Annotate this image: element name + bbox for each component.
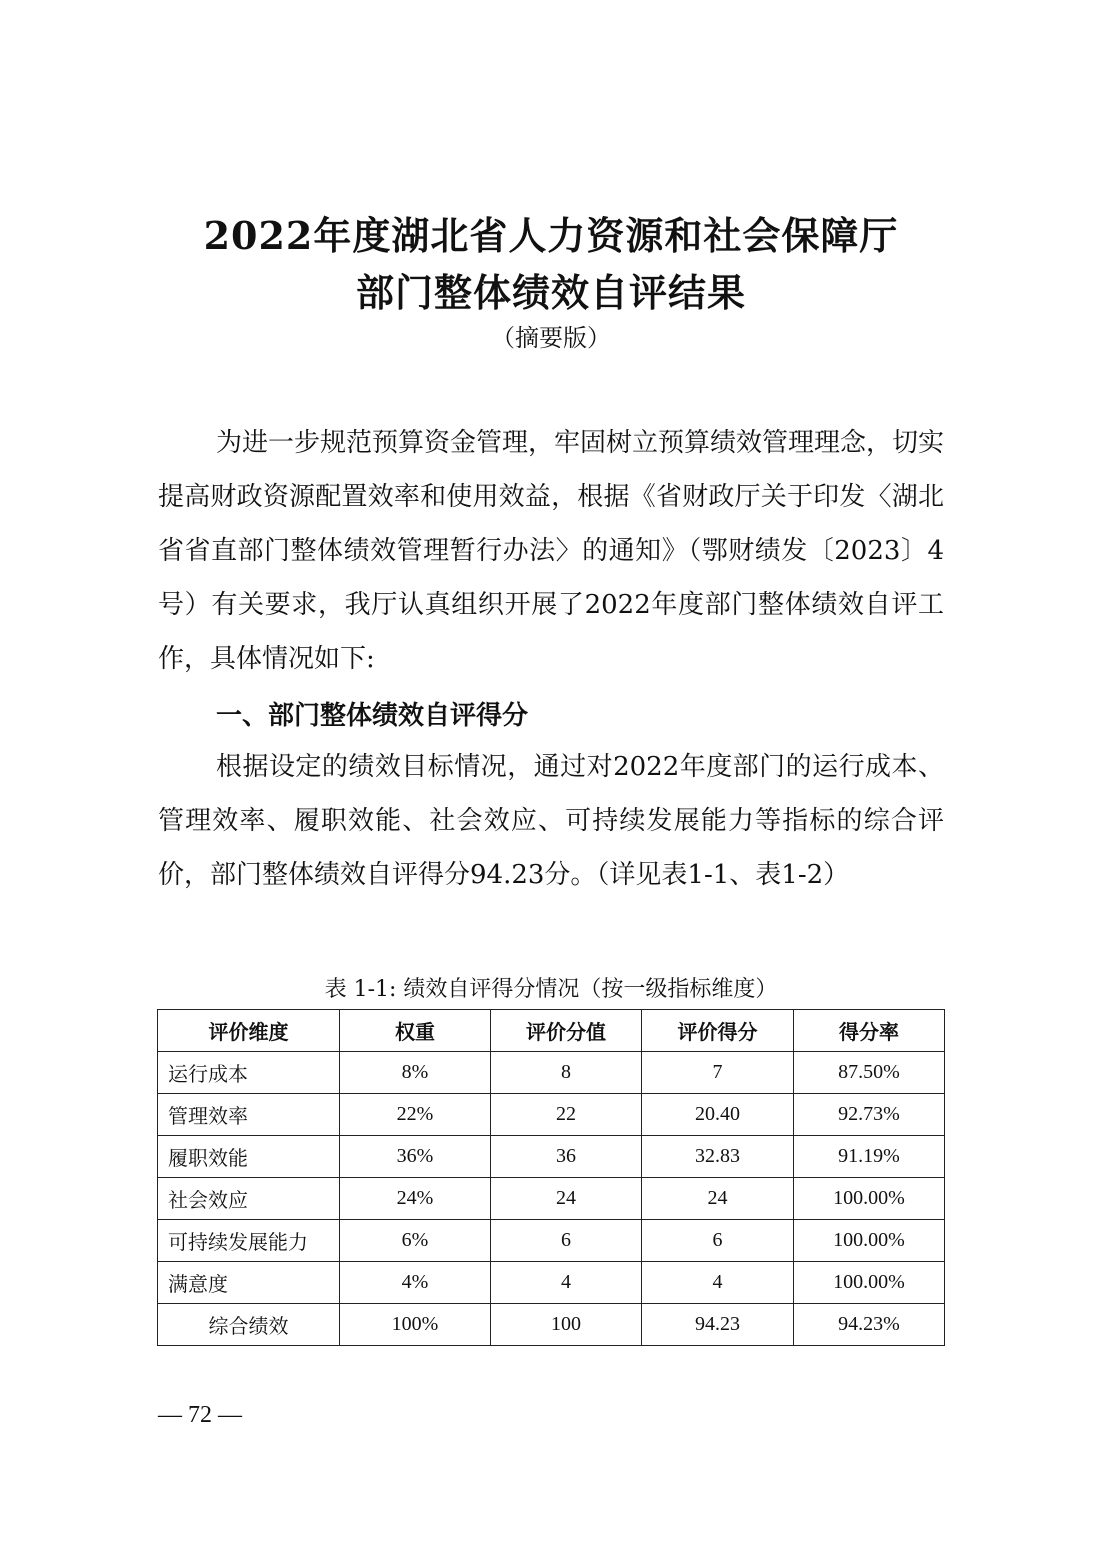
- table-header-row: [158, 1010, 945, 1052]
- cell-dimension: 社会效应: [158, 1178, 340, 1220]
- cell-score-value: 24: [491, 1178, 642, 1220]
- header-score-value: 评价分值: [491, 1010, 642, 1052]
- cell-score: 94.23: [642, 1304, 794, 1346]
- table-total-row: [158, 1304, 945, 1346]
- cell-score: 32.83: [642, 1136, 794, 1178]
- cell-dimension: 履职效能: [158, 1136, 340, 1178]
- cell-weight: 4%: [340, 1262, 491, 1304]
- section-heading: 一、部门整体绩效自评得分: [216, 701, 529, 731]
- cell-dimension: 管理效率: [158, 1094, 340, 1136]
- cell-score-value: 36: [491, 1136, 642, 1178]
- cell-score: 20.40: [642, 1094, 794, 1136]
- cell-weight: 100%: [340, 1304, 491, 1346]
- cell-score: 24: [642, 1178, 794, 1220]
- header-score-rate: 得分率: [794, 1010, 945, 1052]
- cell-dimension: 满意度: [158, 1262, 340, 1304]
- document-title-line2: 部门整体绩效自评结果: [355, 270, 746, 315]
- cell-weight: 24%: [340, 1178, 491, 1220]
- section-paragraph: 根据设定的绩效目标情况，通过对2022年度部门的运行成本、管理效率、履职效能、社会效应、可持续发展能力等指标的综合评价，部门整体绩效自评得分94.23分。（详见表1-1、表1-2）: [158, 752, 944, 890]
- cell-score-rate: 100.00%: [794, 1178, 945, 1220]
- cell-score-rate: 92.73%: [794, 1094, 945, 1136]
- cell-score-rate: 100.00%: [794, 1220, 945, 1262]
- table-row: [158, 1136, 945, 1178]
- cell-score-rate: 87.50%: [794, 1052, 945, 1094]
- cell-score-rate: 94.23%: [794, 1304, 945, 1346]
- table-row: [158, 1178, 945, 1220]
- cell-score-rate: 91.19%: [794, 1136, 945, 1178]
- cell-score: 4: [642, 1262, 794, 1304]
- header-dimension: 评价维度: [158, 1010, 340, 1052]
- cell-score-value: 6: [491, 1220, 642, 1262]
- cell-weight: 36%: [340, 1136, 491, 1178]
- cell-dimension: 综合绩效: [158, 1304, 340, 1346]
- cell-score-value: 8: [491, 1052, 642, 1094]
- table-row: [158, 1220, 945, 1262]
- header-score: 评价得分: [642, 1010, 794, 1052]
- intro-paragraph: 为进一步规范预算资金管理，牢固树立预算绩效管理理念，切实提高财政资源配置效率和使用效益，根据《省财政厅关于印发〈湖北省省直部门整体绩效管理暂行办法〉的通知》（鄂财绩发〔2023〕4号）有关要求，我厅认真组织开展了2022年度部门整体绩效自评工作，具体情况如下:: [158, 428, 945, 674]
- table-row: [158, 1052, 945, 1094]
- table-row: [158, 1262, 945, 1304]
- cell-dimension: 运行成本: [158, 1052, 340, 1094]
- cell-score: 7: [642, 1052, 794, 1094]
- page-number: — 72 —: [158, 1402, 242, 1428]
- cell-score-value: 100: [491, 1304, 642, 1346]
- document-title-line1: 2022年度湖北省人力资源和社会保障厅: [203, 213, 899, 258]
- document-subtitle: （摘要版）: [491, 324, 611, 352]
- cell-score-value: 22: [491, 1094, 642, 1136]
- table-row: [158, 1094, 945, 1136]
- header-weight: 权重: [340, 1010, 491, 1052]
- cell-weight: 22%: [340, 1094, 491, 1136]
- cell-weight: 8%: [340, 1052, 491, 1094]
- score-table: [157, 1009, 945, 1346]
- cell-dimension: 可持续发展能力: [158, 1220, 340, 1262]
- table-caption: 表 1-1: 绩效自评得分情况（按一级指标维度）: [324, 977, 778, 1002]
- cell-score-value: 4: [491, 1262, 642, 1304]
- cell-weight: 6%: [340, 1220, 491, 1262]
- cell-score-rate: 100.00%: [794, 1262, 945, 1304]
- cell-score: 6: [642, 1220, 794, 1262]
